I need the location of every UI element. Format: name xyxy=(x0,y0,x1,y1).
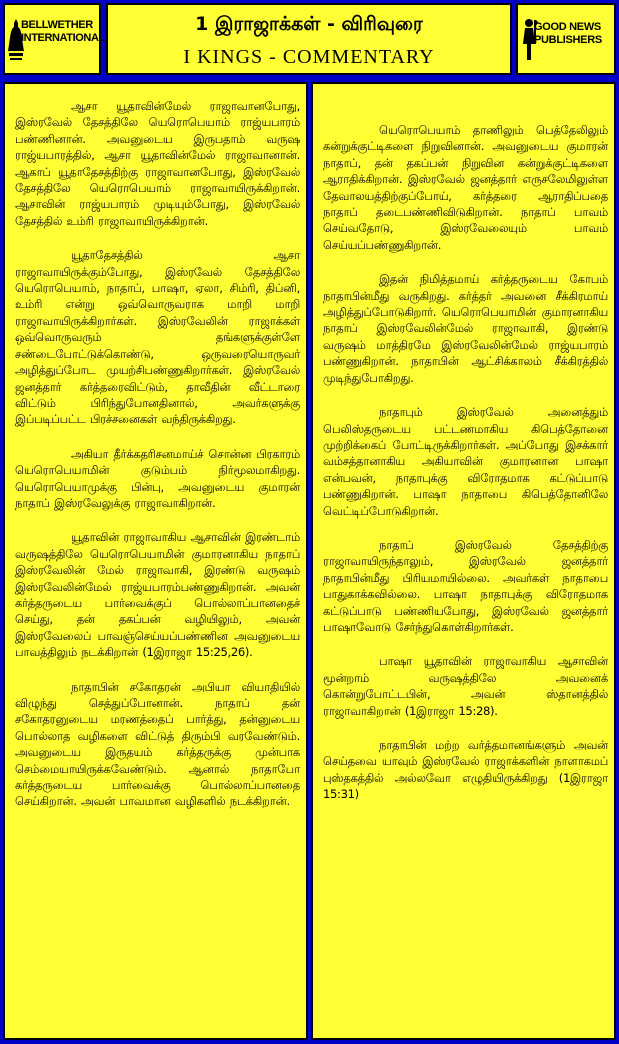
bellwether-logo-text: BELLWETHER INTERNATIONAL xyxy=(21,19,105,44)
paragraph: நாதாபின் சகோதரன் அபியா வியாதியில் விழுந்து செத்துப்போனான். நாதாப் தன் சகோதரனுடைய மரணத்தைப் பார்த்து, தன்னுடைய பொல்லாத வழிகளை விட்டுத் திரும்பி வரவேண்டும். அவனுடைய இருதயம் கர்த்தருக்கு முன்பாக செம்மையாயிருக்கவேண்டும். ஆனால் நாதாபோ கர்த்தருடைய பார்வைக்கு பொல்லாப்பானதை செய்கிறான். அவன் பாவமான வழிகளில் நடக்கிறான். xyxy=(15,679,300,809)
paragraph: ஆசா யூதாவின்மேல் ராஜாவானபோது, இஸ்ரவேல் தேசத்திலே யெரொபெயாம் ராஜ்யபாரம் பண்ணினான். அவனுடைய இருபதாம் வருஷ ராஜ்யபாரத்தில், ஆசா யூதாவின்மேல் ராஜாவானான். ஆகாப் யூதாதேசத்திற்கு ராஜாவானபோது, இஸ்ரவேல் தேசத்திலே யெரொபெயாம் ராஜாவாயிருக்கிறான். ஆசாவின் ராஜ்யபாரம் முடியும்போது, இஸ்ரவேல் தேசத்தில் உம்ரி ராஜாவாயிருக்கிறான். xyxy=(15,99,300,228)
paragraph: யூதாதேசத்தில் ஆசா ராஜாவாயிருக்கும்போது, இஸ்ரவேல் தேசத்திலே யெரொபெயாம், நாதாப், பாஷா, ஏலா, சிம்ரி, திப்னி, உம்ரி என்று ஒவ்வொருவராக மாறி மாறி ராஜாவாயிருக்கிறார்கள். இஸ்ரவேலின் ராஜாக்கள் ஒவ்வொருவரும் தங்களுக்குள்ளே சண்டைபோட்டுக்கொண்டு, ஒருவரையொருவர் அழித்துப்போட முயற்சிபண்ணுகிறார்கள். இஸ்ரவேல் ஜனத்தார் கர்த்தரைவிட்டும், தாவீதின் வீட்டாரை விட்டும் பிரிந்துபோனதினால், அவர்களுக்கு இப்படிப்பட்ட பிரச்சனைகள் வந்திருக்கிறது. xyxy=(15,248,300,427)
bellwether-logo xyxy=(3,3,105,75)
good-news-logo-text: GOOD NEWS PUBLISHERS xyxy=(534,21,602,46)
page-title-english: I KINGS - COMMENTARY xyxy=(183,46,435,68)
paragraph: யூதாவின் ராஜாவாகிய ஆசாவின் இரண்டாம் வருஷத்திலே யெரொபெயாமின் குமாரனாகிய நாதாப் இஸ்ரவேலின் மேல் ராஜாவாகி, இரண்டு வருஷம் இஸ்ரவேலின்மேல் ராஜ்யபாரம்பண்ணுகிறான். அவன் கர்த்தருடைய பார்வைக்குப் பொல்லாப்பானதைச் செய்து, தன் தகப்பன் வழியிலும், அவன் இஸ்ரவேலைப் பாவஞ்செய்யப்பண்ணின அவனுடைய பாவத்திலும் நடக்கிறான் (1இராஜா 15:25,26). xyxy=(15,530,300,660)
page-header xyxy=(0,0,619,80)
right-column xyxy=(311,82,616,1040)
paragraph: யெரொபெயாம் தாணிலும் பெத்தேலிலும் கன்றுக்குட்டிகளை நிறுவினான். அவனுடைய குமாரன் நாதாப், தன் தகப்பன் நிறுவின கன்றுக்குட்டிகளை ஆராதிக்கிறான். இஸ்ரவேல் ஜனத்தார் எருசலேமிலுள்ள தேவாலயத்திற்குப்போய், கர்த்தரை ஆராதிப்பதை நாதாப் தடைபண்ணிவிடுகிறான். நாதாப் பாவம் செய்வதோடு, இஸ்ரவேலையும் பாவம் செய்யப்பண்ணுகிறான். xyxy=(323,123,608,252)
paragraph: பாஷா யூதாவின் ராஜாவாகிய ஆசாவின் மூன்றாம் வருஷத்திலே அவனைக் கொன்றுபோட்டபின், அவன் ஸ்தானத்தில் ராஜாவாகிறான் (1இராஜா 15:28). xyxy=(323,654,608,718)
paragraph: நாதாப் இஸ்ரவேல் தேசத்திற்கு ராஜாவாயிருந்தாலும், இஸ்ரவேல் ஜனத்தார் நாதாபின்மீது பிரியமாயில்லை. அவர்கள் நாதாபை பாதுகாக்கவில்லை. பாஷா நாதாபுக்கு விரோதமாக கட்டுப்பாடு பண்ணியபோது, இஸ்ரவேல் ஜனத்தார் பாஷாவோடு சேர்ந்துகொள்கிறார்கள். xyxy=(323,537,608,634)
title-banner xyxy=(106,3,512,75)
good-news-logo xyxy=(516,3,616,75)
paragraph: நாதாபின் மற்ற வர்த்தமானங்களும் அவன் செய்தவை யாவும் இஸ்ரவேல் ராஜாக்களின் நாளாகமப் புஸ்தகத்தில் அல்லவோ எழுதியிருக்கிறது (1இராஜா 15:31) xyxy=(323,738,608,802)
paragraph: அகியா தீர்க்கதரிசனமாய்ச் சொன்ன பிரகாரம் யெரொபெயாமின் குடும்பம் நிர்மூலமாகிறது. யெரொபெயாமுக்கு பின்பு, அவனுடைய குமாரன் நாதாப் இஸ்ரவேலுக்கு ராஜாவாகிறான். xyxy=(15,446,300,510)
page-title-tamil: 1 இராஜாக்கள் - விரிவுரை xyxy=(195,13,423,35)
paragraph: நாதாபும் இஸ்ரவேல் அனைத்தும் பெலிஸ்தருடைய பட்டணமாகிய கிபெத்தோனை முற்றிக்கைப் போட்டிருக்கிறார்கள். அப்போது இசக்கார் வம்சத்தானாகிய அகியாவின் குமாரனான பாஷா என்பவன், நாதாபுக்கு விரோதமாக கட்டுப்பாடு பண்ணுகிறான். பாஷா நாதாபை கிபெத்தோனிலே வெட்டிப்போடுகிறான். xyxy=(323,405,608,518)
paragraph: இதன் நிமித்தமாய் கர்த்தருடைய கோபம் நாதாபின்மீது வருகிறது. கர்த்தர் அவனை சீக்கிரமாய் அழித்துப்போடுகிறார். யெரொபெயாமின் குமாரனாகிய நாதாப் இஸ்ரவேலின்மேல் ராஜாவாகி, இரண்டு வருஷம் மாத்திரமே இஸ்ரவேலின்மேல் ராஜ்யபாரம் பண்ணுகிறான். நாதாபின் ஆட்சிக்காலம் சீக்கிரத்தில் முடிந்துபோகிறது. xyxy=(323,272,608,385)
left-column xyxy=(3,82,308,1040)
